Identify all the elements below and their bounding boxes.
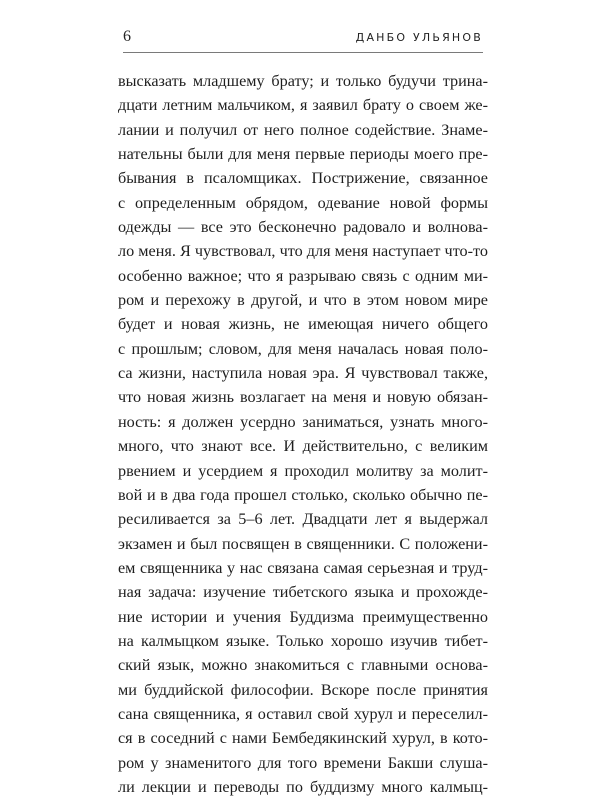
text-line: ли лекции и переводы по буддизму много калмыц- [118,777,488,796]
text-line: рвением и усердием я проходил молитву за молит- [118,461,488,480]
text-line: са жизни, наступила новая эра. Я чувствовал также, [118,364,488,383]
text-line: будет и новая жизнь, не имеющая ничего общего [118,315,488,334]
text-line: сана священника, я оставил свой хурул и переселил- [118,704,488,723]
text-line: нательны были для меня первые периоды моего пре- [118,145,488,164]
running-head: ДАНБО УЛЬЯНОВ [355,31,483,44]
text-line: ром и перехожу в другой, и что в этом новом мире [118,291,488,310]
text-line: ло меня. Я чувствовал, что для меня наступает что-то [118,242,488,261]
text-line: одежды — все это бесконечно радовало и волнова- [118,218,488,237]
text-line: ми буддийской философии. Вскоре после принятия [118,680,488,699]
text-line: экзамен и был посвящен в священники. С положени- [118,534,488,553]
text-line: с определенным обрядом, одевание новой формы [118,193,488,212]
text-line: на калмыцком языке. Только хорошо изучив тибет- [118,631,488,650]
text-line: ем священника у нас связана самая серьезная и труд- [118,558,488,577]
text-line: бывания в псаломщиках. Пострижение, связанное [118,169,488,188]
text-line: ром у знаменитого для того времени Бакши слуша- [118,753,488,772]
text-line: ность: я должен усердно заниматься, узнать много- [118,412,488,431]
text-line: ресиливается за 5–6 лет. Двадцати лет я выдержал [118,510,488,529]
body-text [118,69,488,799]
page-header [123,27,483,49]
text-line: особенно важное; что я разрываю связь с одним ми- [118,266,488,285]
text-line: много, что знают все. И действительно, с великим [118,437,488,456]
text-line: лании и получил от него полное содействие. Знаме- [118,120,488,139]
text-line: ский язык, можно знакомиться с главными основа- [118,656,488,675]
header-rule [123,52,483,53]
text-line: что новая жизнь возлагает на меня и новую обязан- [118,388,488,407]
text-line: ся в соседний с нами Бембедякинский хурул, в кото- [118,729,488,748]
page-number: 6 [123,28,131,45]
text-line: ние истории и учения Буддизма преимущественно [118,607,488,626]
text-line: ная задача: изучение тибетского языка и прохожде- [118,583,488,602]
text-line: высказать младшему брату; и только будучи трина- [118,72,488,90]
text-line: с прошлым; словом, для меня началась новая поло- [118,339,488,358]
text-line: дцати летним мальчиком, я заявил брату о своем же- [118,96,488,115]
text-line: вой и в два года прошел столько, сколько обычно пе- [118,485,488,504]
